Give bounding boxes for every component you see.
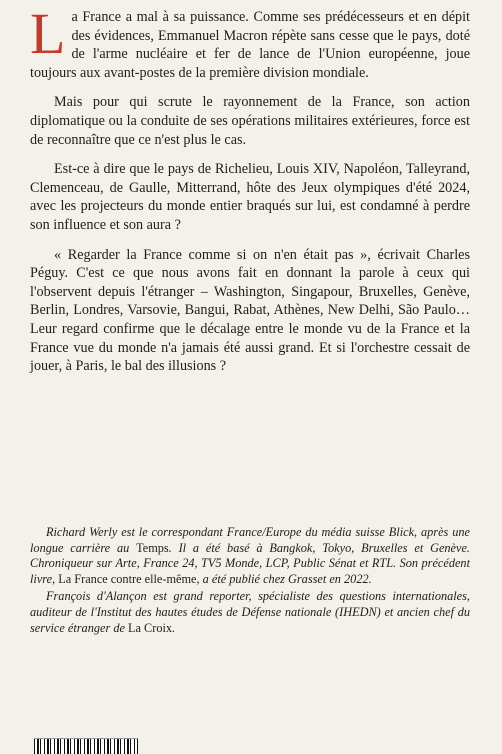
author-bios — [30, 525, 470, 638]
bio-werly-temps: Temps — [136, 540, 169, 555]
bio-alancon-paper: La Croix — [128, 620, 173, 635]
bio-werly-part3: , a été publié chez Grasset en 2022. — [196, 571, 372, 586]
paragraph-3: Est-ce à dire que le pays de Richelieu, Louis XIV, Napoléon, Talleyrand, Clemenceau, de Gaulle, Mitterrand, hôte des Jeux olympiques d'été 2024, avec les projecteurs du monde entier braqués sur lui, est condamné à perdre son influence et son aura ? — [30, 161, 470, 233]
bio-werly-part2: . Il a été basé à Bangkok, Tokyo, Bruxelles et Genève. Chroniqueur sur Arte, France 24, TV5 Monde, LCP, Public Sénat et RTL. Son précédent livre, — [30, 540, 470, 586]
drop-cap: L — [30, 1, 66, 66]
paragraph-1-text: a France a mal à sa puissance. Comme ses prédécesseurs et en dépit des évidences, Emmanuel Macron répète sans cesse que le pays, doté de l'arme nucléaire et fer de lance de l'Union européenne, joue toujours aux avant-postes de la première division mondiale. — [30, 9, 470, 81]
bio-werly-book: La France contre elle-même — [58, 571, 197, 586]
paragraph-1 — [30, 1, 470, 82]
paragraph-2: Mais pour qui scrute le rayonnement de la France, son action diplomatique ou la conduite de ses opérations militaires extérieures, force est de reconnaître que ce n'est plus le cas. — [30, 94, 470, 148]
bio-alancon-part1: François d'Alançon est grand reporter, spécialiste des questions internationales, auditeur de l'Institut des hautes études de Défense nationale (IHEDN) et ancien chef du service étranger de — [30, 589, 470, 635]
blurb — [30, 1, 470, 387]
bio-werly — [30, 525, 470, 587]
bio-werly-part1: Richard Werly est le correspondant France/Europe du média suisse Blick, après une longue carrière au — [30, 525, 470, 555]
barcode — [34, 738, 138, 754]
paragraph-4: « Regarder la France comme si on n'en était pas », écrivait Charles Péguy. C'est ce que nous avons fait en donnant la parole à ceux qui l'observent depuis l'étranger – Washington, Singapour, Bruxelles, Genève, Berlin, Londres, Varsovie, Bangui, Rabat, Athènes, New Delhi, São Paulo… Leur regard confirme que le décalage entre le monde vu de la France et la France vue du monde n'a jamais été aussi grand. Et si l'orchestre cessait de jouer, à Paris, le bal des illusions ? — [30, 246, 470, 375]
bio-alancon-part2: . — [172, 620, 176, 635]
bio-alancon — [30, 589, 470, 636]
